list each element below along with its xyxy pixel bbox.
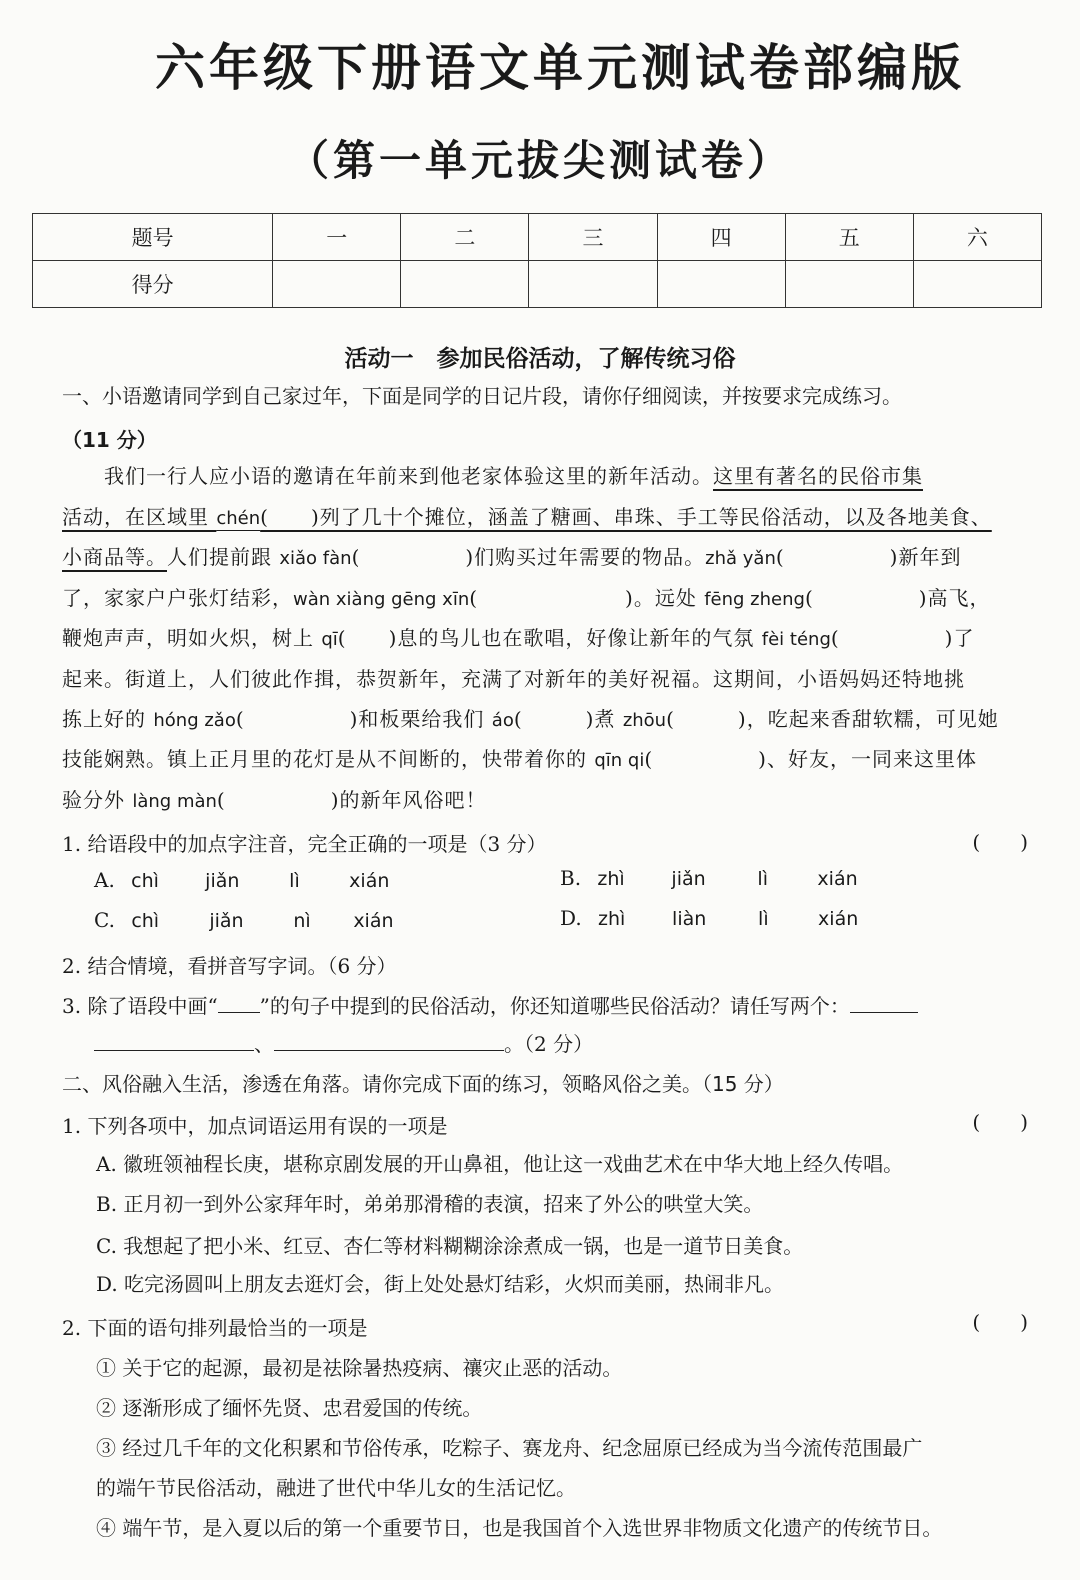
pinyin: lì [758, 908, 769, 930]
pinyin: zhōu [622, 710, 667, 731]
pinyin: liàn [672, 908, 707, 930]
q3-text: 3. 除了语段中画“ [62, 994, 218, 1018]
pinyin: xián [818, 908, 859, 930]
s2-question-1: 1. 下列各项中，加点词语运用有误的一项是 [62, 1114, 448, 1138]
pinyin: fēng zheng [704, 589, 805, 610]
answer-blank[interactable]: ( )们购买过年需要的物品。 [351, 545, 706, 569]
passage-line-3 [62, 537, 961, 579]
answer-blank[interactable]: ( )煮 [513, 707, 623, 731]
s2-item-4: ④ 端午节，是入夏以后的第一个重要节日，也是我国首个入选世界非物质文化遗产的传统节日。 [96, 1516, 943, 1540]
passage-line-4 [62, 578, 991, 620]
page-subtitle: （第一单元拔尖测试卷） [286, 136, 793, 185]
answer-blank[interactable]: ( )的新年风俗吧！ [216, 788, 487, 812]
answer-blank[interactable]: ( )高飞， [804, 586, 991, 610]
pinyin: lì [289, 870, 300, 892]
passage-text: 拣上好的 [62, 707, 154, 731]
passage-underlined: 这里有著名的民俗市集 [713, 464, 923, 488]
pinyin: chì [131, 870, 159, 892]
score-label: 得分 [33, 261, 273, 308]
pinyin: zhì [598, 908, 626, 930]
score-input-cell[interactable] [657, 261, 785, 308]
score-input-cell[interactable] [529, 261, 657, 308]
passage-line-5 [62, 618, 974, 660]
score-cell: 题号 [33, 214, 273, 261]
option-a[interactable] [94, 868, 389, 892]
answer-blank[interactable]: ( )、好友，一同来这里体 [644, 747, 977, 771]
s2-item-3: ③ 经过几千年的文化积累和节俗传承，吃粽子、赛龙舟、纪念屈原已经成为当今流传范围最广 [96, 1436, 923, 1460]
s2-question-2: 2. 下面的语句排列最恰当的一项是 [62, 1316, 368, 1340]
answer-paren[interactable]: ( ) [972, 830, 1028, 854]
activity-heading: 活动一 参加民俗活动，了解传统习俗 [344, 346, 736, 372]
s2-item-1: ① 关于它的起源，最初是祛除暑热疫病、禳灾止恶的活动。 [96, 1356, 623, 1380]
answer-blank[interactable]: ( )，吃起来香甜软糯，可见她 [666, 707, 999, 731]
passage-text: 我们一行人应小语的邀请在年前来到他老家体验这里的新年活动。 [62, 464, 713, 488]
pinyin: chì [131, 910, 160, 932]
score-table [32, 213, 1042, 308]
pinyin: zhǎ yǎn [705, 548, 776, 569]
option-c[interactable] [94, 908, 394, 932]
answer-blank[interactable]: ( )息的鸟儿也在歌唱，好像让新年的气氛 [337, 626, 762, 650]
passage-underlined: 活动，在区域里 [62, 505, 217, 529]
s1-question-1: 1. 给语段中的加点字注音，完全正确的一项是（3 分） [62, 832, 547, 856]
option-b[interactable] [560, 866, 858, 890]
passage-line-1 [62, 456, 923, 496]
score-cell: 一 [273, 214, 401, 261]
pinyin: hóng zǎo [153, 710, 236, 731]
option-label: D. [560, 906, 582, 930]
answer-line[interactable] [94, 1050, 254, 1051]
passage-line-9 [62, 780, 487, 822]
score-cell: 六 [913, 214, 1041, 261]
page-title: 六年级下册语文单元测试卷部编版 [155, 39, 965, 97]
option-label: A. [94, 868, 115, 892]
answer-line[interactable] [850, 1012, 918, 1013]
score-cell: 四 [657, 214, 785, 261]
pinyin: chén [216, 508, 261, 529]
pinyin: jiǎn [205, 870, 240, 892]
score-cell: 二 [401, 214, 529, 261]
pinyin: nì [293, 910, 311, 932]
q3-end: 。（2 分） [504, 1032, 594, 1056]
answer-blank[interactable]: ( )和板栗给我们 [235, 707, 492, 731]
s2-option-b[interactable]: B. 正月初一到外公家拜年时，弟弟那滑稽的表演，招来了外公的哄堂大笑。 [96, 1192, 764, 1216]
pinyin: lì [757, 868, 768, 890]
s1-question-3 [62, 990, 918, 1019]
score-table-header-row [33, 214, 1042, 261]
option-label: C. [94, 908, 115, 932]
passage-text: 验分外 [62, 788, 133, 812]
q3-sep: 、 [254, 1032, 274, 1056]
section1-points: （11 分） [62, 428, 157, 452]
passage-text: 鞭炮声声，明如火炽，树上 [62, 626, 322, 650]
answer-blank[interactable]: ( )列了几十个摊位，涵盖了糖画、串珠、手工等民俗活动，以及各地美食、 [260, 505, 992, 529]
section2-heading: 二、风俗融入生活，渗透在角落。请你完成下面的练习，领略风俗之美。（15 分） [62, 1072, 784, 1096]
s1-question-3-cont [94, 1028, 593, 1057]
passage-underlined: 小商品等。 [62, 545, 167, 569]
score-input-cell[interactable] [273, 261, 401, 308]
pinyin: wàn xiàng gēng xīn [293, 589, 470, 610]
pinyin: jiǎn [671, 868, 706, 890]
q3-text: ”的句子中提到的民俗活动，你还知道哪些民俗活动？请任写两个： [259, 994, 850, 1018]
score-table-score-row [33, 261, 1042, 308]
pinyin: fèi téng [761, 629, 831, 650]
s2-option-a[interactable]: A. 徽班领袖程长庚，堪称京剧发展的开山鼻祖，他让这一戏曲艺术在中华大地上经久传唱。 [96, 1152, 904, 1176]
pinyin: xián [817, 868, 858, 890]
pinyin: qī [321, 629, 338, 650]
s2-item-2: ② 逐渐形成了缅怀先贤、忠君爱国的传统。 [96, 1396, 483, 1420]
answer-blank[interactable]: ( )了 [830, 626, 975, 650]
pinyin: jiǎn [209, 910, 244, 932]
passage-line-8 [62, 739, 977, 781]
pinyin: xiǎo fàn [279, 548, 352, 569]
score-input-cell[interactable] [785, 261, 913, 308]
pinyin: qīn qi [594, 750, 645, 771]
section1-heading: 一、小语邀请同学到自己家过年，下面是同学的日记片段，请你仔细阅读，并按要求完成练习。 [62, 384, 902, 408]
pinyin: zhì [597, 868, 625, 890]
q3-underline-mark [218, 1012, 260, 1013]
answer-blank[interactable]: ( )新年到 [775, 545, 962, 569]
score-input-cell[interactable] [401, 261, 529, 308]
s2-item-3-cont: 的端午节民俗活动，融进了世代中华儿女的生活记忆。 [96, 1476, 576, 1500]
passage-line-7 [62, 699, 999, 741]
passage-line-2 [62, 497, 992, 539]
option-label: B. [560, 866, 582, 890]
answer-paren[interactable]: ( ) [972, 1310, 1028, 1334]
score-cell: 五 [785, 214, 913, 261]
passage-line-6 [62, 659, 965, 699]
pinyin: xián [353, 910, 394, 932]
passage-text: 人们提前跟 [167, 545, 280, 569]
score-cell: 三 [529, 214, 657, 261]
score-input-cell[interactable] [913, 261, 1041, 308]
option-d[interactable] [560, 906, 858, 930]
passage-text: 技能娴熟。镇上正月里的花灯是从不间断的，快带着你的 [62, 747, 595, 771]
answer-paren[interactable]: ( ) [972, 1110, 1028, 1134]
answer-line[interactable] [274, 1050, 504, 1051]
passage-text: 了，家家户户张灯结彩， [62, 586, 293, 610]
s2-option-c[interactable]: C. 我想起了把小米、红豆、杏仁等材料糊糊涂涂煮成一锅，也是一道节日美食。 [96, 1234, 804, 1258]
passage-text: 起来。街道上，人们彼此作揖，恭贺新年，充满了对新年的美好祝福。这期间，小语妈妈还特地挑 [62, 667, 965, 691]
pinyin: làng màn [132, 791, 217, 812]
answer-blank[interactable]: ( )。远处 [469, 586, 705, 610]
s2-option-d[interactable]: D. 吃完汤圆叫上朋友去逛灯会，街上处处悬灯结彩，火炽而美丽，热闹非凡。 [96, 1272, 785, 1296]
pinyin: xián [349, 870, 390, 892]
s1-question-2: 2. 结合情境，看拼音写字词。（6 分） [62, 954, 397, 978]
pinyin: áo [491, 710, 514, 731]
